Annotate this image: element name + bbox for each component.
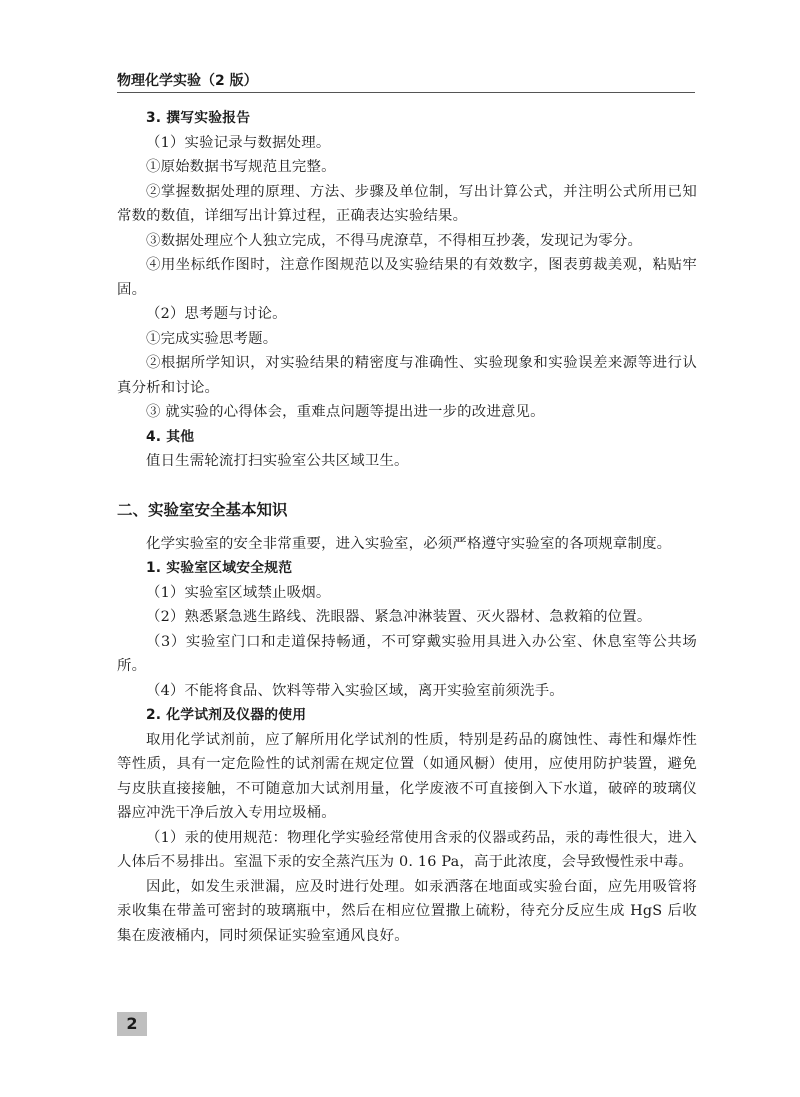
paragraph: ②根据所学知识，对实验结果的精密度与准确性、实验现象和实验误差来源等进行认真分析和讨论。 — [117, 355, 697, 396]
running-header — [117, 66, 695, 93]
paragraph: （1）汞的使用规范：物理化学实验经常使用含汞的仪器或药品，汞的毒性很大，进入人体后不易排出。室温下汞的安全蒸汽压为 0. 16 Pa，高于此浓度，会导致慢性汞中毒。 — [117, 829, 697, 870]
paragraph: ③数据处理应个人独立完成，不得马虎潦草，不得相互抄袭，发现记为零分。 — [146, 232, 643, 249]
section-title: 二、实验室安全基本知识 — [117, 500, 288, 519]
paragraph: ③ 就实验的心得体会，重难点问题等提出进一步的改进意见。 — [146, 404, 545, 420]
subheading: 1. 实验室区域安全规范 — [146, 560, 293, 576]
paragraph: ①原始数据书写规范且完整。 — [146, 159, 336, 175]
paragraph: （3）实验室门口和走道保持畅通，不可穿戴实验用具进入办公室、休息室等公共场所。 — [117, 633, 697, 674]
paragraph: （2）熟悉紧急逃生路线、洗眼器、紧急冲淋装置、灭火器材、急救箱的位置。 — [146, 609, 652, 625]
report-section — [117, 106, 697, 474]
paragraph: （1）实验记录与数据处理。 — [146, 134, 331, 151]
paragraph: （1）实验室区域禁止吸烟。 — [146, 584, 331, 601]
paragraph: 化学实验室的安全非常重要，进入实验室，必须严格遵守实验室的各项规章制度。 — [146, 535, 672, 552]
page-body — [117, 106, 697, 948]
subheading: 2. 化学试剂及仪器的使用 — [146, 707, 307, 723]
paragraph: ④用坐标纸作图时，注意作图规范以及实验结果的有效数字，图表剪裁美观，粘贴牢固。 — [117, 257, 697, 298]
subheading: 3. 撰写实验报告 — [146, 110, 251, 126]
page-number-badge — [117, 1012, 147, 1036]
paragraph: ②掌握数据处理的原理、方法、步骤及单位制，写出计算公式，并注明公式所用已知常数的数值，详细写出计算过程，正确表达实验结果。 — [117, 183, 697, 224]
paragraph: 因此，如发生汞泄漏，应及时进行处理。如汞洒落在地面或实验台面，应先用吸管将汞收集在带盖可密封的玻璃瓶中，然后在相应位置撒上硫粉，待充分反应生成 HgS 后收集在废液桶内，同时须保证实验室通风良好。 — [117, 878, 697, 944]
paragraph: （2）思考题与讨论。 — [146, 306, 287, 322]
safety-section — [117, 532, 697, 949]
paragraph: 值日生需轮流打扫实验室公共区域卫生。 — [146, 453, 409, 469]
paragraph: ①完成实验思考题。 — [146, 330, 278, 347]
paragraph: （4）不能将食品、饮料等带入实验区域，离开实验室前须洗手。 — [146, 682, 564, 699]
subheading: 4. 其他 — [146, 428, 195, 445]
book-title: 物理化学实验（2 版） — [117, 73, 258, 89]
page-number: 2 — [126, 1014, 138, 1033]
paragraph: 取用化学试剂前，应了解所用化学试剂的性质，特别是药品的腐蚀性、毒性和爆炸性等性质，具有一定危险性的试剂需在规定位置（如通风橱）使用，应使用防护装置，避免与皮肤直接接触，不可随意加大试剂用量，化学废液不可直接倒入下水道，破碎的玻璃仪器应冲洗干净后放入专用垃圾桶。 — [117, 731, 697, 821]
